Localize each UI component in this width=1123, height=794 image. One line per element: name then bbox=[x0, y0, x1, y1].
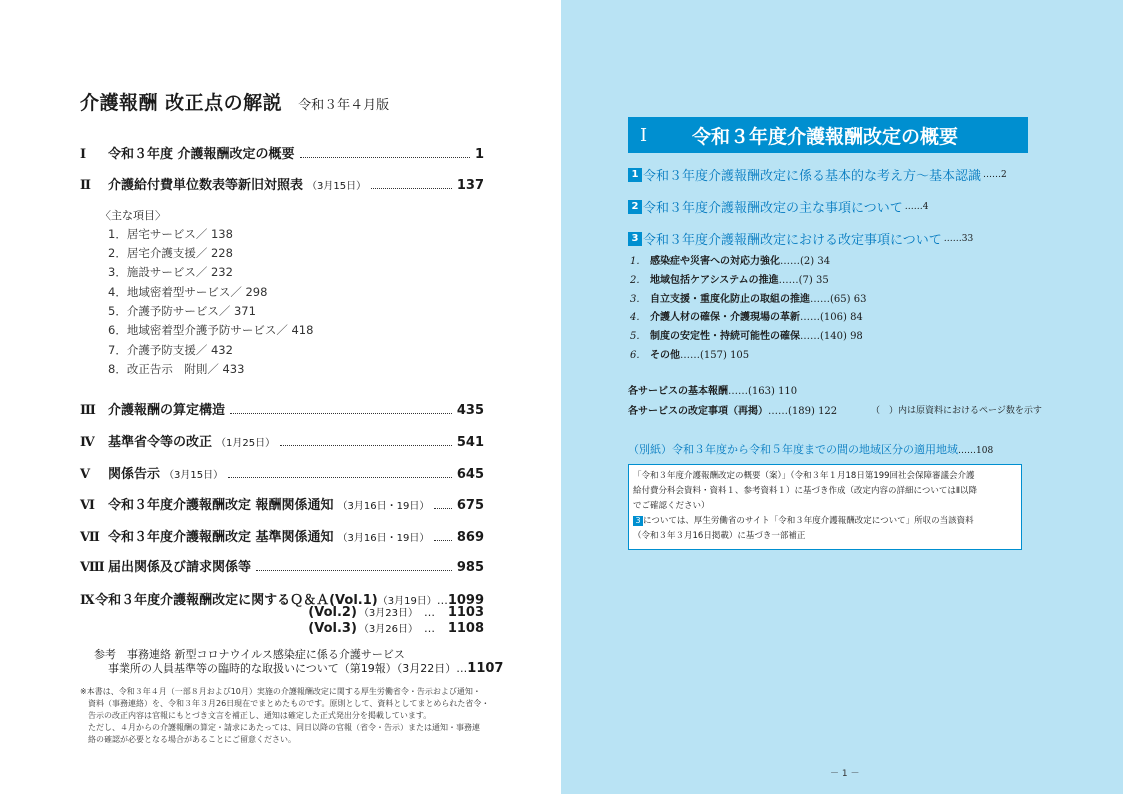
region-title: （別紙）令和３年度から令和５年度までの間の地域区分の適用地域 bbox=[628, 443, 958, 456]
source-line bbox=[633, 514, 1017, 529]
service-line-1[interactable] bbox=[628, 382, 797, 397]
reference-line-1: 参考 事務連絡 新型コロナウイルス感染症に係る介護サービス bbox=[94, 648, 405, 661]
sub-item-title: 自立支援・重度化防止の取組の推進 bbox=[650, 294, 810, 305]
toc-row-8[interactable] bbox=[80, 556, 484, 576]
sub-item-num: 6. bbox=[630, 350, 640, 361]
reference-page: 1107 bbox=[467, 661, 504, 676]
source-box bbox=[628, 464, 1022, 550]
main-items-heading: 〈主な項目〉 bbox=[100, 209, 166, 222]
blue-item-page: ……4 bbox=[904, 201, 929, 212]
blue-item-page: ……33 bbox=[943, 233, 974, 244]
qa-date: （3月26日） bbox=[358, 624, 418, 635]
edition-text: 令和３年４月版 bbox=[298, 98, 390, 113]
source-text: については、厚生労働省のサイト「令和３年度介護報酬改定について」所収の当該資料 bbox=[643, 516, 974, 526]
leader-dots: … bbox=[424, 606, 436, 619]
toc-page: 675 bbox=[456, 498, 484, 513]
footnote-line: ただし、４月からの介護報酬の算定・請求にあたっては、同日以降の官報（省令・告示）または通知・事務連 bbox=[80, 723, 480, 732]
sub-item-page: ……(157) 105 bbox=[680, 350, 750, 361]
sub-item-title: 地域包括ケアシステムの推進 bbox=[650, 275, 779, 286]
toc-num: Ⅰ bbox=[80, 147, 87, 162]
main-item: 6．地域密着型介護予防サービス／ 418 bbox=[108, 323, 314, 337]
toc-num: Ⅵ bbox=[80, 498, 95, 513]
blue-item-2[interactable] bbox=[628, 197, 928, 216]
sub-item-num: 2. bbox=[630, 275, 640, 286]
leader-dots: … bbox=[424, 622, 436, 635]
toc-date: （1月25日） bbox=[216, 438, 276, 449]
service-line-page: ……(189) 122 bbox=[768, 406, 838, 417]
main-item: 4．地域密着型サービス／ 298 bbox=[108, 285, 268, 299]
toc-page: 541 bbox=[456, 435, 484, 450]
blue-item-title: 令和３年度介護報酬改定に係る基本的な考え方～基本認識 bbox=[643, 169, 982, 184]
footnote-line: ※本書は、令和３年４月（一部８月および10月）実施の介護報酬改定に関する厚生労働省令・告示および通知・ bbox=[80, 687, 481, 696]
sub-item-4[interactable] bbox=[630, 308, 863, 323]
number-square-icon: 3 bbox=[633, 516, 643, 526]
sub-item-3[interactable] bbox=[630, 290, 866, 305]
leader-dots bbox=[280, 445, 452, 446]
blue-item-1[interactable] bbox=[628, 165, 1007, 184]
toc-row-3[interactable] bbox=[80, 399, 484, 419]
toc-page: 1108 bbox=[447, 621, 484, 636]
leader-dots bbox=[300, 157, 470, 158]
toc-num: Ⅴ bbox=[80, 467, 91, 482]
source-line: （令和３年３月16日掲載）に基づき一部補正 bbox=[633, 531, 806, 541]
main-item: 2．居宅介護支援／ 228 bbox=[108, 246, 233, 260]
sub-item-title: 制度の安定性・持続可能性の確保 bbox=[650, 331, 800, 342]
sub-item-title: 感染症や災害への対応力強化 bbox=[650, 256, 780, 267]
sub-item-page: ……(65) 63 bbox=[810, 294, 867, 305]
qa-row-3[interactable] bbox=[80, 620, 484, 638]
leader-dots: … bbox=[436, 594, 448, 607]
toc-num: Ⅲ bbox=[80, 403, 96, 418]
footnote-line: 告示の改正内容は官報にもとづき文言を補正し、通知は確定した正式発出分を掲載しています。 bbox=[80, 711, 432, 720]
service-line-title: 各サービスの改定事項（再掲） bbox=[628, 406, 768, 417]
leader-dots bbox=[434, 540, 452, 541]
sub-item-1[interactable] bbox=[630, 252, 830, 267]
toc-date: （3月16日・19日） bbox=[337, 533, 430, 544]
toc-title: 介護報酬の算定構造 bbox=[108, 403, 226, 418]
blue-item-title: 令和３年度介護報酬改定における改定事項について bbox=[643, 233, 942, 248]
toc-row-4[interactable] bbox=[80, 431, 484, 451]
blue-item-3[interactable] bbox=[628, 229, 973, 248]
toc-page: 645 bbox=[456, 467, 484, 482]
main-item: 7．介護予防支援／ 432 bbox=[108, 343, 233, 357]
number-square-icon: 1 bbox=[628, 168, 642, 182]
toc-title: 関係告示 bbox=[108, 467, 161, 482]
toc-num: Ⅶ bbox=[80, 530, 100, 545]
blue-item-title: 令和３年度介護報酬改定の主な事項について bbox=[643, 201, 903, 216]
sub-item-page: ……(7) 35 bbox=[778, 275, 829, 286]
sub-item-6[interactable] bbox=[630, 346, 749, 361]
qa-vol: (Vol.2) bbox=[308, 605, 357, 620]
main-item: 1．居宅サービス／ 138 bbox=[108, 227, 233, 241]
title-text: 介護報酬 改正点の解説 bbox=[80, 92, 283, 114]
sub-item-2[interactable] bbox=[630, 271, 829, 286]
toc-title: 介護給付費単位数表等新旧対照表 bbox=[108, 178, 304, 193]
section-header bbox=[628, 117, 1028, 153]
footnote-line: 資料（事務連絡）を、令和３年３月26日現在でまとめたものです。原則として、資料としてまとめられた省令・ bbox=[80, 699, 490, 708]
source-line: 給付費分科会資料・資料１、参考資料１）に基づき作成（改定内容の詳細についてはⅡ以降 bbox=[633, 486, 978, 496]
main-item: 8．改正告示 附則／ 433 bbox=[108, 362, 245, 376]
toc-row-2[interactable] bbox=[80, 174, 484, 194]
sub-item-title: その他 bbox=[650, 350, 680, 361]
qa-vol: (Vol.1) bbox=[329, 593, 378, 608]
toc-num: Ⅳ bbox=[80, 435, 95, 450]
toc-page: 435 bbox=[456, 403, 484, 418]
toc-date: （3月15日） bbox=[164, 470, 224, 481]
sub-item-5[interactable] bbox=[630, 327, 863, 342]
toc-page: 137 bbox=[456, 178, 484, 193]
blue-item-page: ……2 bbox=[983, 169, 1007, 180]
footnote bbox=[80, 686, 488, 746]
toc-page: 1103 bbox=[447, 605, 484, 620]
sub-item-num: 3. bbox=[630, 294, 640, 305]
toc-title: 基準省令等の改正 bbox=[108, 435, 213, 450]
book-title bbox=[80, 88, 389, 115]
sub-item-page: ……(2) 34 bbox=[780, 256, 831, 267]
number-square-icon: 3 bbox=[628, 232, 642, 246]
toc-title: 令和３年度 介護報酬改定の概要 bbox=[108, 147, 295, 162]
toc-page: 985 bbox=[456, 560, 484, 575]
source-line: でご確認ください） bbox=[633, 501, 710, 511]
section-number: Ⅰ bbox=[640, 124, 648, 146]
main-item: 5．介護予防サービス／ 371 bbox=[108, 304, 256, 318]
toc-date: （3月16日・19日） bbox=[337, 501, 430, 512]
main-item: 3．施設サービス／ 232 bbox=[108, 265, 233, 279]
qa-date: （3月23日） bbox=[358, 608, 418, 619]
toc-row-6[interactable] bbox=[80, 494, 484, 514]
reference-line-2[interactable] bbox=[108, 660, 503, 676]
sub-item-num: 5. bbox=[630, 331, 640, 342]
section-title: 令和３年度介護報酬改定の概要 bbox=[692, 125, 959, 148]
toc-date: （3月15日） bbox=[307, 181, 367, 192]
source-line: 「令和３年度介護報酬改定の概要（案）」（令和３年１月18日第199回社会保障審議会介護 bbox=[633, 471, 975, 481]
leader-dots bbox=[228, 477, 452, 478]
toc-row-1[interactable] bbox=[80, 143, 484, 163]
service-line-title: 各サービスの基本報酬 bbox=[628, 386, 728, 397]
toc-row-7[interactable] bbox=[80, 526, 484, 546]
sub-item-page: ……(140) 98 bbox=[800, 331, 863, 342]
sub-item-num: 1. bbox=[630, 256, 640, 267]
service-line-2[interactable] bbox=[628, 402, 837, 417]
toc-title: 令和３年度介護報酬改定 基準関係通知 bbox=[108, 530, 334, 545]
page-number: － 1 － bbox=[830, 769, 860, 779]
toc-title: 令和３年度介護報酬改定に関するＱ＆Ａ bbox=[95, 593, 330, 608]
reference-text: 事業所の人員基準等の臨時的な取扱いについて（第19報）（3月22日）… bbox=[108, 662, 468, 675]
leader-dots bbox=[256, 570, 452, 571]
region-item[interactable] bbox=[628, 441, 993, 457]
service-line-page: ……(163) 110 bbox=[728, 386, 798, 397]
number-square-icon: 2 bbox=[628, 200, 642, 214]
toc-page: 869 bbox=[456, 530, 484, 545]
toc-title: 届出関係及び請求関係等 bbox=[108, 560, 252, 575]
sub-item-num: 4. bbox=[630, 312, 640, 323]
footnote-line: 絡の確認が必要となる場合があることにご留意ください。 bbox=[80, 735, 296, 744]
page-reference-note: （ ）内は原資料におけるページ数を示す bbox=[871, 406, 1042, 416]
toc-num: Ⅷ bbox=[80, 560, 105, 575]
toc-row-5[interactable] bbox=[80, 463, 484, 483]
leader-dots bbox=[230, 413, 452, 414]
qa-vol: (Vol.3) bbox=[308, 621, 357, 636]
sub-item-title: 介護人材の確保・介護現場の革新 bbox=[650, 312, 800, 323]
toc-page: 1099 bbox=[447, 593, 484, 608]
leader-dots bbox=[371, 188, 452, 189]
toc-num: Ⅸ bbox=[80, 593, 95, 608]
qa-date: （3月19日） bbox=[377, 596, 437, 607]
region-page: ……108 bbox=[958, 446, 994, 456]
toc-title: 令和３年度介護報酬改定 報酬関係通知 bbox=[108, 498, 334, 513]
toc-num: Ⅱ bbox=[80, 178, 91, 193]
toc-page: 1 bbox=[474, 147, 484, 162]
sub-item-page: ……(106) 84 bbox=[800, 312, 863, 323]
leader-dots bbox=[434, 508, 452, 509]
